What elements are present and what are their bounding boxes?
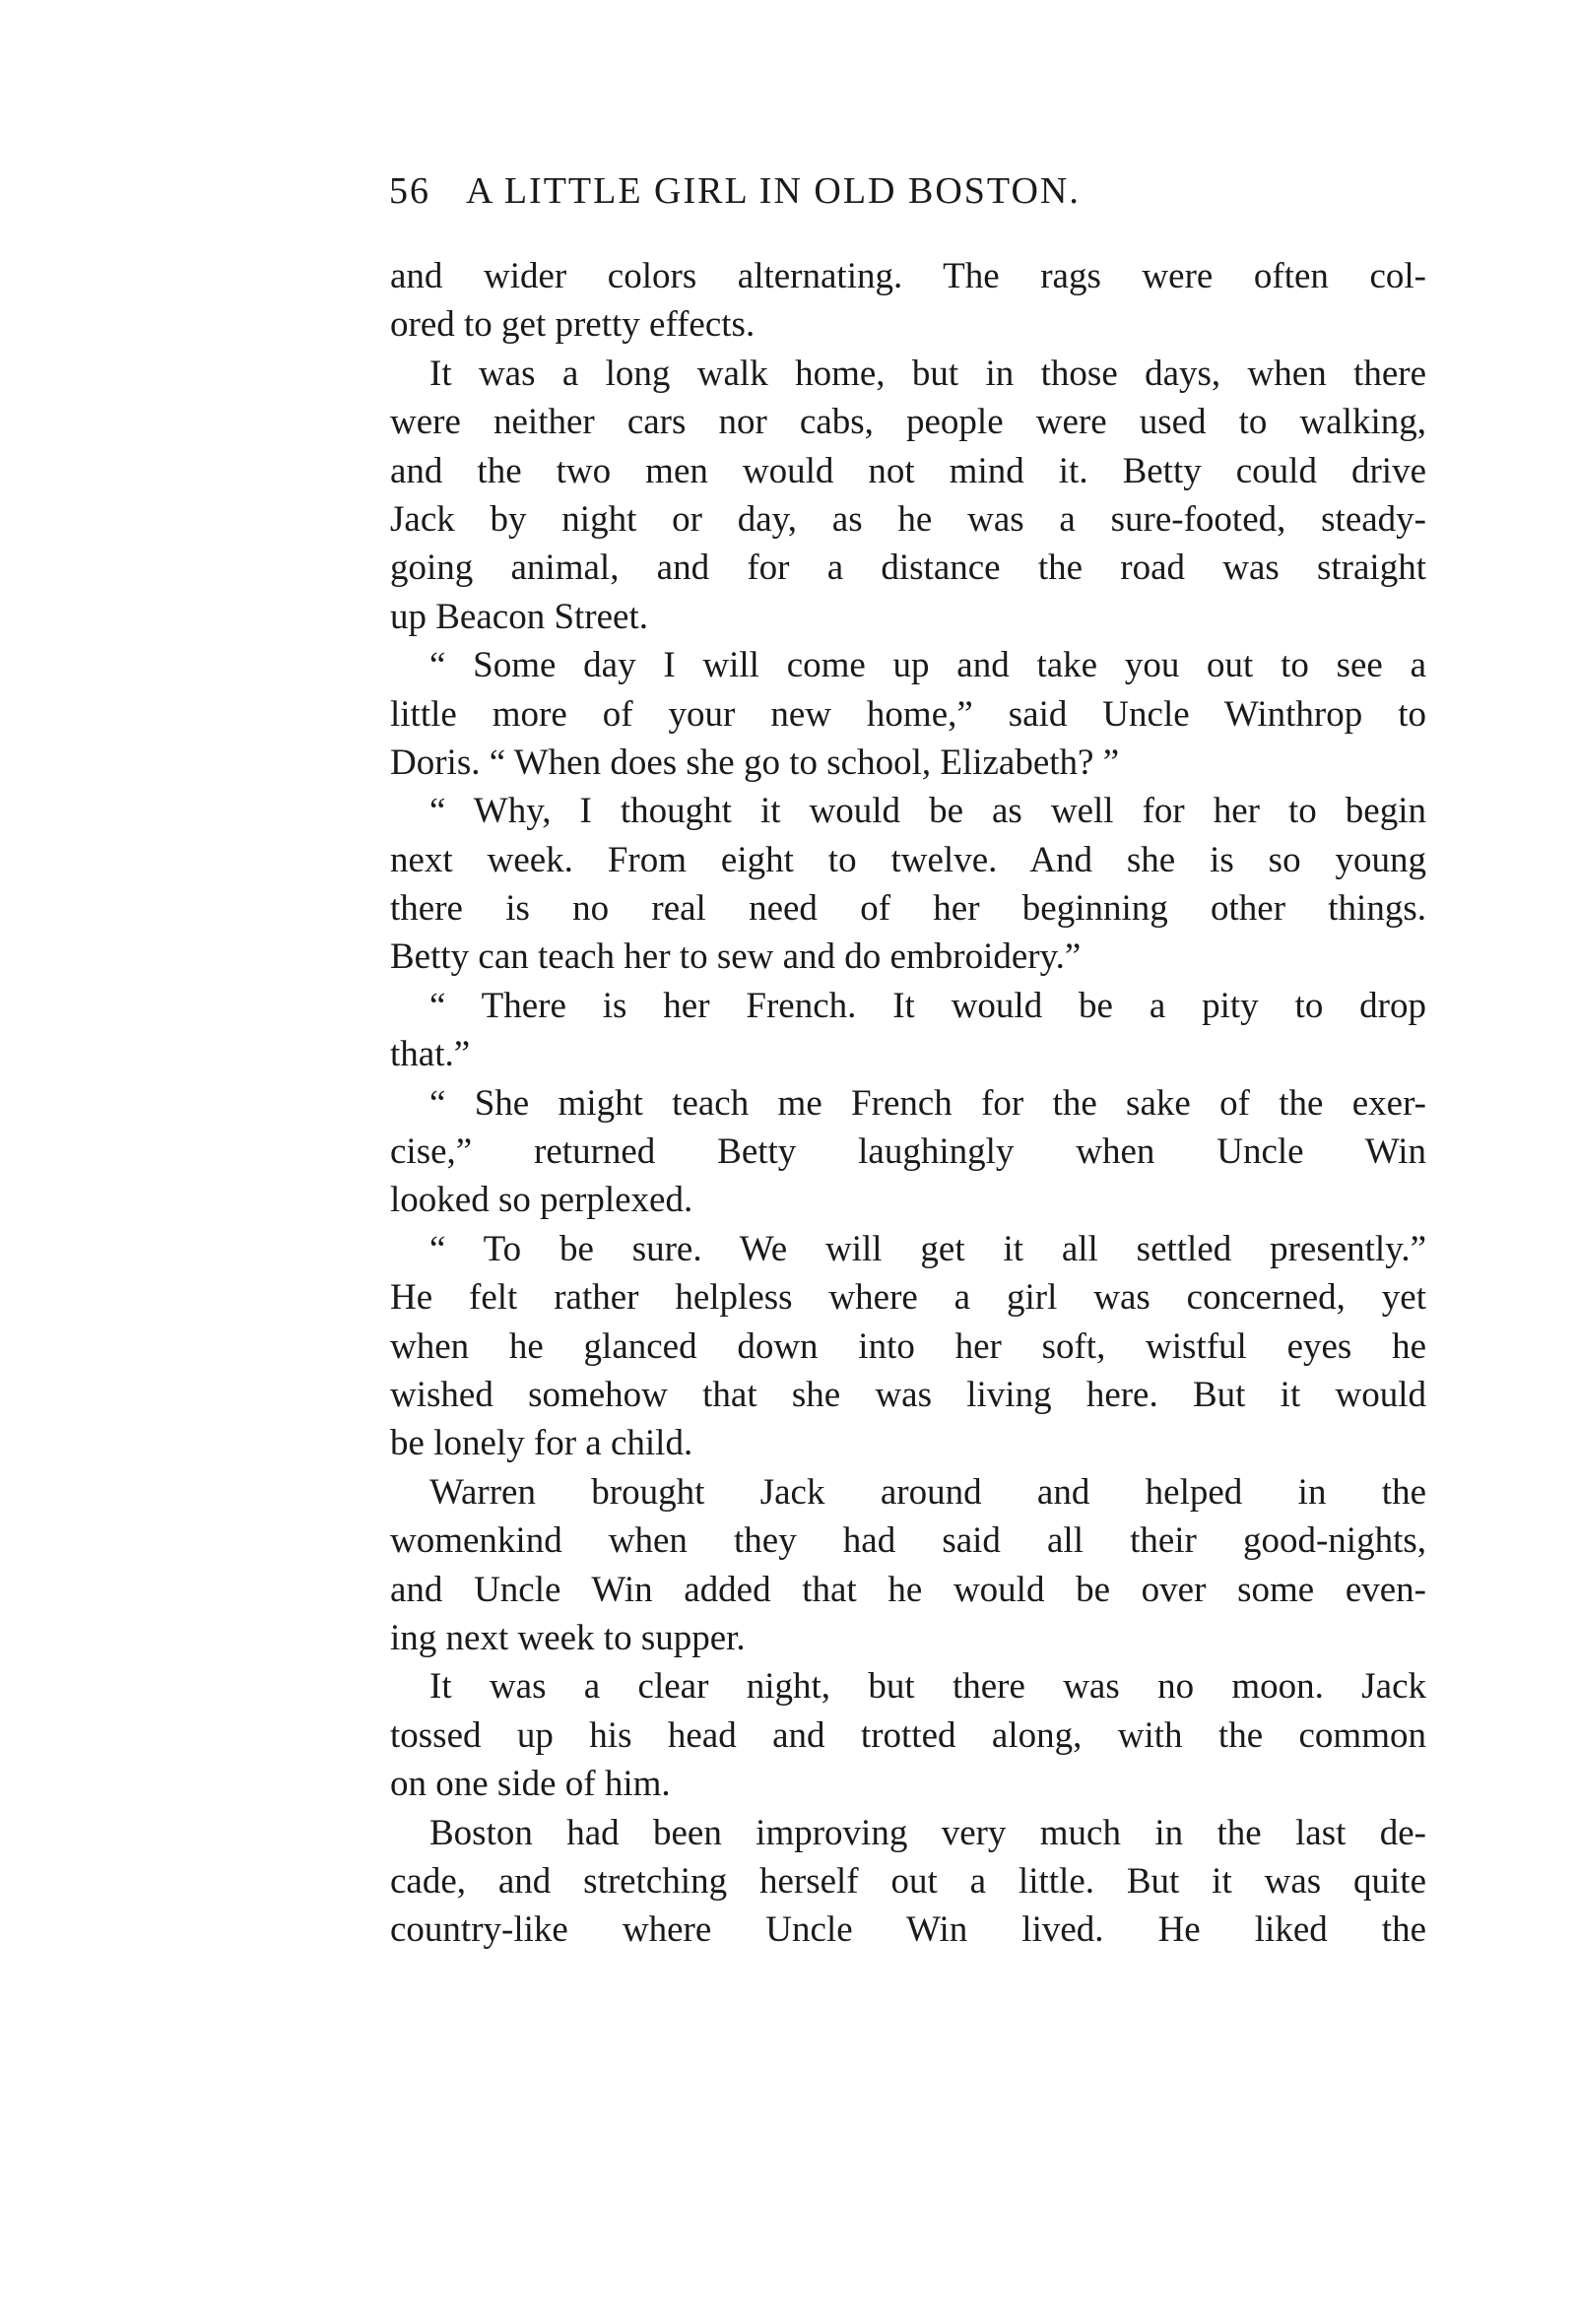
text-line: when he glanced down into her soft, wistful eyes he	[390, 1325, 1426, 1367]
running-head	[389, 169, 1433, 225]
text-line: ing next week to supper.	[390, 1617, 746, 1658]
text-line: He felt rather helpless where a girl was concerned, yet	[390, 1277, 1426, 1319]
text-line: little more of your new home,” said Uncle Winthrop to	[390, 693, 1426, 735]
text-line: were neither cars nor cabs, people were used to walking,	[390, 402, 1426, 443]
page-number: 56	[389, 170, 430, 212]
body-text	[390, 252, 1426, 1955]
text-line: cade, and stretching herself out a little. But it was quite	[390, 1860, 1426, 1902]
text-line: Betty can teach her to sew and do embroidery.”	[390, 936, 1082, 978]
text-line: Warren brought Jack around and helped in the	[429, 1471, 1426, 1513]
text-line: womenkind when they had said all their good-nights,	[390, 1520, 1426, 1562]
text-line: It was a long walk home, but in those days, when there	[429, 353, 1426, 394]
text-line: It was a clear night, but there was no moon. Jack	[429, 1666, 1426, 1708]
text-line: “ Why, I thought it would be as well for her to begin	[429, 791, 1426, 832]
text-line: wished somehow that she was living here. But it would	[390, 1374, 1426, 1415]
text-line: and the two men would not mind it. Betty could drive	[390, 450, 1426, 491]
text-line: next week. From eight to twelve. And she is so young	[390, 839, 1426, 880]
text-line: cise,” returned Betty laughingly when Uncle Win	[390, 1131, 1426, 1173]
text-line: looked so perplexed.	[390, 1180, 693, 1221]
text-line: country-like where Uncle Win lived. He liked the	[390, 1909, 1426, 1951]
text-line: Doris. “ When does she go to school, Elizabeth? ”	[390, 742, 1120, 783]
text-line: Boston had been improving very much in the last de-	[429, 1812, 1426, 1853]
text-line: tossed up his head and trotted along, with the common	[390, 1714, 1426, 1756]
text-line: “ Some day I will come up and take you out to see a	[429, 645, 1426, 686]
running-title: A LITTLE GIRL IN OLD BOSTON.	[466, 170, 1081, 212]
text-line: and Uncle Win added that he would be over some even-	[390, 1569, 1426, 1610]
text-line: on one side of him.	[390, 1764, 671, 1805]
text-line: Jack by night or day, as he was a sure-footed, steady-	[390, 498, 1426, 540]
text-line: up Beacon Street.	[390, 596, 648, 637]
text-line: “ There is her French. It would be a pity to drop	[429, 985, 1426, 1026]
text-line: ored to get pretty effects.	[390, 304, 756, 346]
text-line: “ She might teach me French for the sake of the exer-	[429, 1082, 1426, 1124]
text-line: be lonely for a child.	[390, 1423, 693, 1464]
text-line: that.”	[390, 1034, 471, 1075]
text-line: “ To be sure. We will get it all settled presently.”	[429, 1228, 1426, 1269]
text-line: going animal, and for a distance the road was straight	[390, 548, 1426, 589]
text-line: and wider colors alternating. The rags were often col-	[390, 256, 1426, 296]
text-line: there is no real need of her beginning other things.	[390, 888, 1426, 930]
